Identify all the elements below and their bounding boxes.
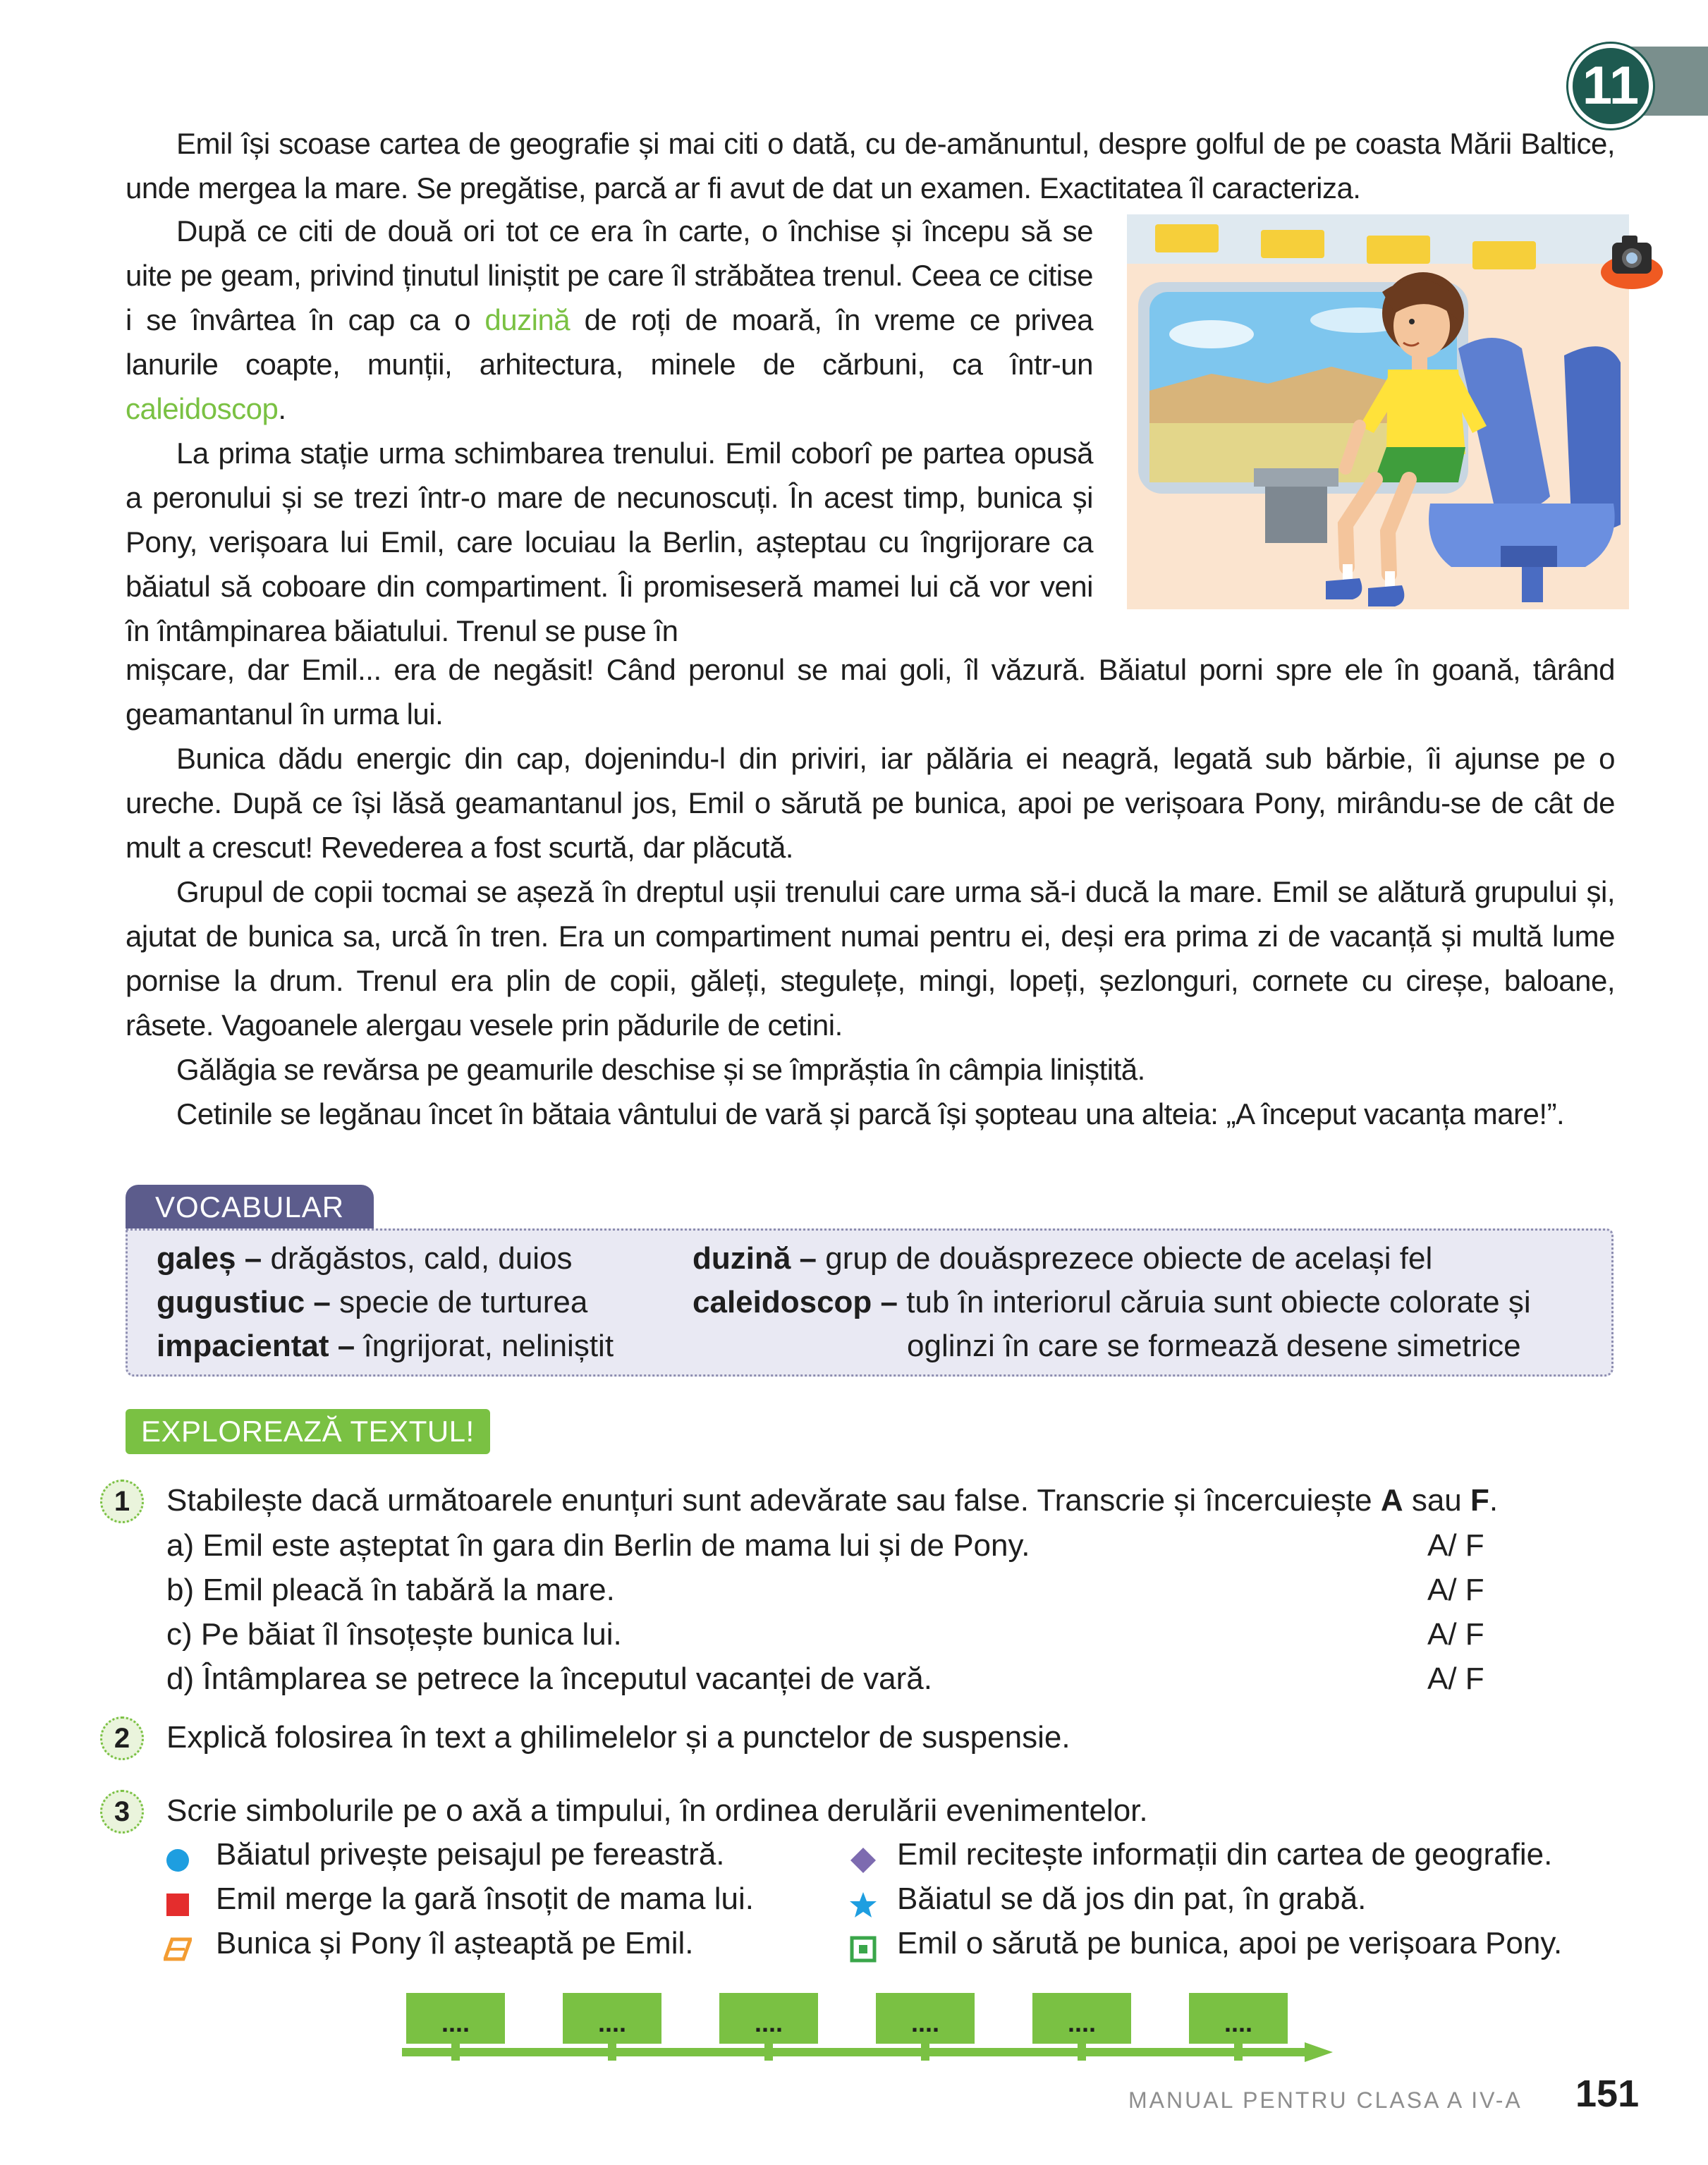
vocabulary-definition: drăgăstos, cald, duios	[270, 1241, 573, 1276]
story-paragraph-7: Cetinile se legănau încet în bătaia vântului de vară și parcă își șopteau una alteia: „A început vacanța mare!”.	[176, 1097, 1565, 1130]
instruction-text: sau	[1403, 1483, 1470, 1518]
story-paragraph-6: Gălăgia se revărsa pe geamurile deschise și se împrăștia în câmpia liniștită.	[176, 1053, 1145, 1086]
blue-star-icon	[849, 1891, 877, 1919]
timeline-slot[interactable]: ....	[1224, 2008, 1252, 2037]
true-false-choice[interactable]: A/ F	[1427, 1528, 1484, 1563]
vocabulary-separator: –	[305, 1285, 340, 1319]
story-paragraph-2	[126, 209, 1093, 431]
story-text: de roți de moară, în vreme ce privea lanurile coapte, munții, arhitectura, minele de cărbuni, ca într-un	[126, 303, 1094, 381]
vocabulary-entry	[693, 1281, 1531, 1324]
exercise-1-instruction	[166, 1478, 1498, 1523]
story-paragraph-4: Bunica dădu energic din cap, dojenindu-l din priviri, iar pălăria ei neagră, legată sub bărbie, îi ajunse pe o ureche. După ce își lăsă geamantanul jos, Emil o sărută pe bunica, apoi pe verișoara Pony, mirându-se de cât de mult a crescut! Revederea a fost scurtă, dar plăcută.	[126, 742, 1615, 864]
exercise-1-item-c: c) Pe băiat îl însoțește bunica lui.	[166, 1617, 622, 1652]
vocabulary-term: gugustiuc	[157, 1285, 305, 1319]
vocabulary-term: galeș	[157, 1241, 236, 1276]
vocabulary-entry	[693, 1237, 1531, 1281]
vocabulary-term: caleidoscop	[693, 1285, 872, 1319]
unit-number-badge: 11	[1568, 44, 1653, 128]
true-false-choice[interactable]: A/ F	[1427, 1573, 1484, 1607]
vocabulary-term: duzină	[693, 1241, 791, 1276]
story-text: După ce citi de două ori tot ce era în carte, o închise și începu să se uite pe geam, privind ținutul liniștit pe care îl străbătea trenul. Ceea ce citise i se învârtea în cap ca o	[126, 214, 1093, 336]
vocabulary-entry	[157, 1237, 614, 1281]
story-continuation	[126, 647, 1615, 1136]
vocabulary-separator: –	[236, 1241, 271, 1276]
option-f: F	[1470, 1483, 1489, 1518]
story-paragraph-5: Grupul de copii tocmai se așeză în dreptul ușii trenului care urma să-i ducă la mare. Emil se alătură grupului și, ajutat de bunica sa, urcă în tren. Era un compartiment numai pentru ei, deși era prima zi de vacanță și multă lume pornise la drum. Trenul era plin de copii, găleți, stegulețe, mingi, lopeți, șezlonguri, cornete cu cireșe, baloane, râsete. Vagoanele alergau vesele prin pădurile de cetini.	[126, 875, 1615, 1042]
footer-label: MANUAL PENTRU CLASA A IV-A	[1128, 2087, 1523, 2113]
true-false-choice[interactable]: A/ F	[1427, 1617, 1484, 1652]
explore-heading: EXPLOREAZĂ TEXTUL!	[126, 1409, 490, 1454]
purple-diamond-icon	[849, 1846, 877, 1874]
event-text: Emil merge la gară însoțit de mama lui.	[216, 1882, 754, 1916]
timeline-slot[interactable]: ....	[754, 2008, 783, 2037]
event-text: Băiatul se dă jos din pat, în grabă.	[897, 1882, 1367, 1916]
instruction-text: Stabilește dacă următoarele enunțuri sunt adevărate sau false. Transcrie și încercuiește	[166, 1483, 1381, 1518]
story-paragraph-1-block	[126, 121, 1615, 210]
camera-icon	[1598, 228, 1666, 292]
timeline-slot[interactable]: ....	[597, 2008, 626, 2037]
exercise-2-instruction: Explică folosirea în text a ghilimelelor și a punctelor de suspensie.	[166, 1720, 1070, 1755]
orange-parallelogram-icon	[164, 1935, 192, 1963]
exercise-1-item-a: a) Emil este așteptat în gara din Berlin de mama lui și de Pony.	[166, 1528, 1030, 1563]
glossary-word-caleidoscop[interactable]: caleidoscop	[126, 392, 279, 425]
story-paragraph-1: Emil își scoase cartea de geografie și mai citi o dată, cu de-amănuntul, despre golful de pe coasta Mării Baltice, unde mergea la mare. Se pregătise, parcă ar fi avut de dat un examen. Exactitatea îl caracteriza.	[126, 127, 1615, 205]
vocabulary-separator: –	[791, 1241, 826, 1276]
vocabulary-entry	[157, 1281, 614, 1324]
exercise-3-instruction: Scrie simbolurile pe o axă a timpului, în ordinea derulării evenimentelor.	[166, 1793, 1148, 1828]
vocabulary-definition: tub în interiorul căruia sunt obiecte colorate și	[906, 1285, 1531, 1319]
event-text: Emil o sărută pe bunica, apoi pe verișoara Pony.	[897, 1926, 1563, 1960]
glossary-word-duzina[interactable]: duzină	[484, 303, 571, 336]
vocabulary-definition: grup de douăsprezece obiecte de același fel	[825, 1241, 1433, 1276]
exercise-2-number: 2	[100, 1716, 144, 1760]
exercise-1-item-d: d) Întâmplarea se petrece la începutul vacanței de vară.	[166, 1661, 932, 1696]
vocabulary-definition: specie de turturea	[339, 1285, 588, 1319]
blue-circle-icon	[164, 1846, 192, 1874]
story-paragraph-3: La prima stație urma schimbarea trenului. Emil coborî pe partea opusă a peronului și se trezi într-o mare de necunoscuți. În acest timp, bunica și Pony, verișoara lui Emil, care locuiau la Berlin, așteptau cu îngrijorare ca băiatul să coboare din compartiment. Îi promiseseră mamei lui că vor veni în întâmpinarea băiatului. Trenul se puse în	[126, 437, 1093, 647]
event-text: Băiatul privește peisajul pe fereastră.	[216, 1837, 725, 1872]
timeline-slot[interactable]: ....	[1067, 2008, 1096, 2037]
vocabulary-separator: –	[872, 1285, 907, 1319]
vocabulary-entry-continued	[693, 1324, 1531, 1368]
vocabulary-separator: –	[329, 1329, 364, 1363]
vocabulary-definition: oglinzi în care se formează desene simetrice	[907, 1329, 1521, 1363]
vocabulary-entry	[157, 1324, 614, 1368]
event-text: Bunica și Pony îl așteaptă pe Emil.	[216, 1926, 694, 1960]
page-number: 151	[1575, 2073, 1640, 2115]
event-text: Emil recitește informații din cartea de geografie.	[897, 1837, 1553, 1872]
vocabulary-right-column	[693, 1237, 1531, 1368]
timeline-slot[interactable]: ....	[441, 2008, 470, 2037]
green-square-dot-icon	[849, 1935, 877, 1963]
red-square-icon	[164, 1891, 192, 1919]
instruction-text: .	[1489, 1483, 1499, 1518]
timeline-slot[interactable]: ....	[910, 2008, 939, 2037]
exercise-3-number: 3	[100, 1790, 144, 1834]
vocabulary-left-column	[157, 1237, 614, 1368]
true-false-choice[interactable]: A/ F	[1427, 1661, 1484, 1696]
option-a: A	[1380, 1483, 1403, 1518]
vocabulary-term: impacientat	[157, 1329, 329, 1363]
train-boy-illustration	[1127, 214, 1629, 609]
exercise-1-number: 1	[100, 1480, 144, 1523]
vocabulary-definition: îngrijorat, neliniștit	[363, 1329, 614, 1363]
story-column	[126, 209, 1093, 653]
vocabulary-heading: VOCABULAR	[126, 1185, 374, 1230]
story-text: .	[278, 392, 286, 425]
story-paragraph-3-continued: mișcare, dar Emil... era de negăsit! Când peronul se mai goli, îl văzură. Băiatul porni spre ele în goană, târând geamantanul în urma lui.	[126, 653, 1615, 731]
exercise-1-item-b: b) Emil pleacă în tabără la mare.	[166, 1573, 615, 1607]
